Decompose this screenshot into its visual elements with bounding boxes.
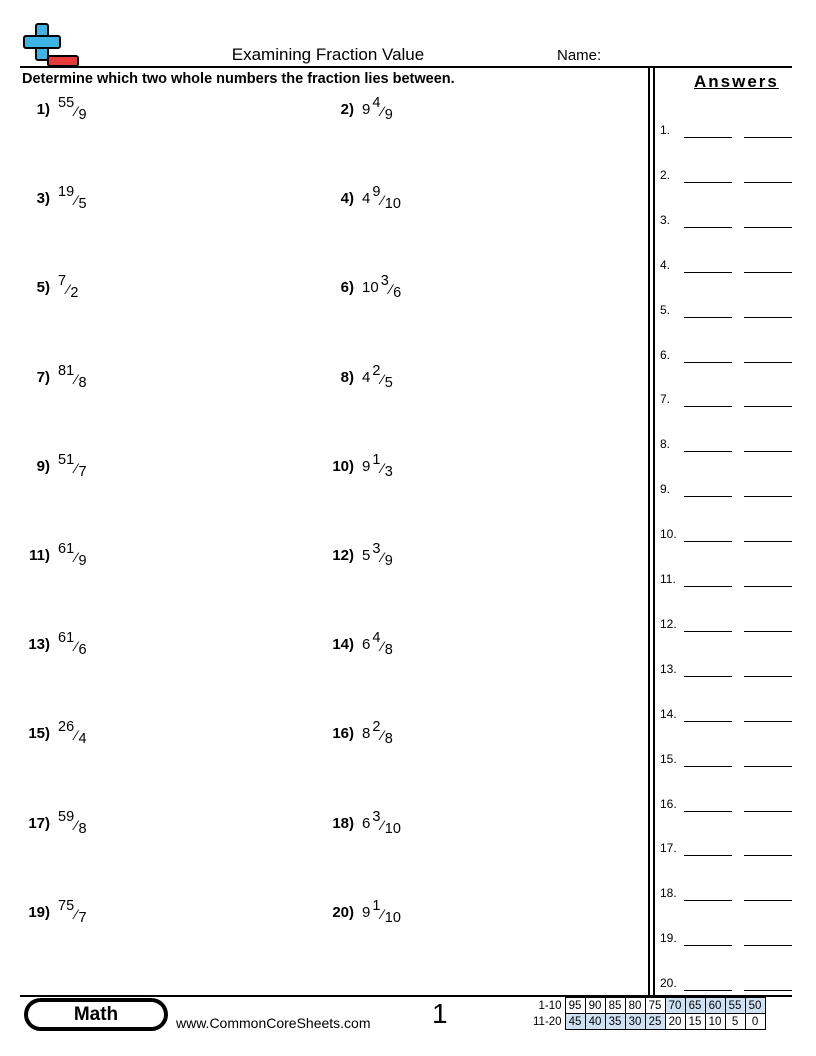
problem-item [22,362,87,391]
answer-label: 16. [660,796,677,811]
answer-blank[interactable] [684,766,732,767]
answer-blank[interactable] [744,182,792,183]
answer-blank[interactable] [744,945,792,946]
denominator: 2 [70,285,79,302]
problem-item [22,273,79,302]
answer-label: 18. [660,886,677,901]
fraction [372,451,393,480]
fraction-slash: ⁄ [67,281,70,298]
answer-label: 5. [660,302,671,317]
problem-item [22,630,87,659]
answer-blank[interactable] [744,676,792,677]
answer-blank[interactable] [744,406,792,407]
answer-blank[interactable] [684,990,732,991]
answer-label: 7. [660,392,671,407]
numerator: 61 [58,541,75,557]
answer-blank[interactable] [684,811,732,812]
fraction [372,897,401,926]
fraction [372,630,393,659]
answer-blank[interactable] [684,272,732,273]
problem-number: 15) [28,725,50,743]
whole-number: 4 [362,368,371,386]
answer-blank[interactable] [684,227,732,228]
fraction [58,808,87,837]
numerator: 3 [372,541,381,557]
denominator: 10 [384,196,401,213]
numerator: 26 [58,719,75,736]
answer-blank[interactable] [684,496,732,497]
fraction [58,362,87,391]
fraction-slash: ⁄ [75,638,78,655]
fraction-slash: ⁄ [381,192,384,209]
numerator: 75 [58,897,75,914]
problem-item [326,95,393,123]
fraction-slash: ⁄ [75,549,78,565]
problem-item [326,630,393,659]
whole-number: 4 [362,190,371,208]
problem-number: 14) [332,636,354,654]
answer-blank[interactable] [744,317,792,318]
answer-blank[interactable] [744,362,792,363]
score-cell: 40 [585,1014,605,1030]
problem-number: 20) [332,903,354,921]
numerator: 55 [58,95,75,111]
score-cell: 30 [625,1014,645,1030]
problem-item [326,451,393,480]
numerator: 51 [58,451,75,468]
problem-number: 8) [340,368,354,386]
answer-label: 14. [660,706,677,721]
denominator: 6 [393,285,402,302]
numerator: 4 [372,630,381,647]
fraction [372,808,401,837]
answer-blank[interactable] [684,541,732,542]
answer-blank[interactable] [684,631,732,632]
denominator: 6 [78,642,87,659]
answer-blank[interactable] [744,631,792,632]
denominator: 8 [384,731,393,748]
answer-label: 8. [660,437,671,452]
answer-blank[interactable] [684,362,732,363]
problem-number: 1) [36,101,50,118]
denominator: 10 [384,909,401,926]
numerator: 59 [58,808,75,825]
answer-blank[interactable] [744,496,792,497]
fraction [372,541,393,569]
score-cell: 15 [685,1014,705,1030]
problem-item [22,897,87,926]
score-cell: 10 [705,1014,725,1030]
score-cell: 55 [725,998,745,1014]
problem-item [326,184,401,213]
answer-label: 9. [660,482,671,497]
score-cell: 35 [605,1014,625,1030]
score-cell: 75 [645,998,665,1014]
fraction-slash: ⁄ [381,103,384,119]
numerator: 1 [372,897,381,914]
problem-item [326,362,393,391]
denominator: 9 [384,107,393,123]
problem-number: 18) [332,814,354,832]
problem-number: 5) [36,279,50,297]
fraction-slash: ⁄ [381,816,384,833]
answer-blank[interactable] [684,945,732,946]
problem-item [22,451,87,480]
denominator: 5 [78,196,87,213]
numerator: 61 [58,630,75,647]
fraction-slash: ⁄ [381,459,384,476]
column-divider [648,67,650,996]
problem-number: 3) [36,190,50,208]
answer-blank[interactable] [744,272,792,273]
page-number: 1 [432,998,448,1029]
answer-label: 17. [660,841,677,856]
answer-label: 19. [660,931,677,946]
answer-blank[interactable] [744,586,792,587]
score-cell: 25 [645,1014,665,1030]
answer-blank[interactable] [744,900,792,901]
whole-number: 9 [362,101,371,118]
problem-number: 12) [332,547,354,564]
denominator: 8 [384,642,393,659]
header-rule [20,66,792,68]
denominator: 7 [78,463,87,480]
whole-number: 5 [362,547,371,564]
fraction [58,630,87,659]
problem-number: 4) [340,190,354,208]
problem-item [326,273,402,302]
problem-item [22,808,87,837]
denominator: 9 [384,553,393,569]
score-cell: 50 [745,998,765,1014]
fraction [58,184,87,213]
answer-label: 6. [660,347,671,362]
problem-item [22,184,87,213]
answer-blank[interactable] [744,990,792,991]
score-row-label: 11-20 [533,1015,562,1028]
answer-blank[interactable] [684,317,732,318]
fraction [58,541,87,569]
name-label: Name: [557,47,602,64]
answer-label: 20. [660,976,677,991]
problem-number: 11) [29,547,50,564]
score-cell: 60 [705,998,725,1014]
fraction [372,184,401,213]
answer-blank[interactable] [744,721,792,722]
column-divider [653,67,655,996]
score-cell: 65 [685,998,705,1014]
score-cell: 0 [745,1014,765,1030]
numerator: 7 [58,273,67,290]
score-table [530,997,766,1030]
answer-blank[interactable] [744,137,792,138]
fraction [58,719,87,748]
fraction [58,273,79,302]
problem-number: 17) [28,814,50,832]
score-row [530,1014,765,1030]
answer-label: 12. [660,616,677,631]
numerator: 2 [372,362,381,379]
problem-item [326,719,393,748]
answer-blank[interactable] [744,541,792,542]
problem-number: 6) [340,279,354,297]
denominator: 5 [384,374,393,391]
fraction-slash: ⁄ [381,638,384,655]
fraction-slash: ⁄ [75,816,78,833]
numerator: 3 [372,808,381,825]
score-cell: 70 [665,998,685,1014]
numerator: 1 [372,451,381,468]
whole-number: 6 [362,814,371,832]
instructions: Determine which two whole numbers the fraction lies between. [22,71,455,87]
fraction [58,451,87,480]
problem-number: 19) [28,903,50,921]
fraction-slash: ⁄ [75,103,78,119]
numerator: 9 [372,184,381,201]
denominator: 3 [384,463,393,480]
problem-number: 2) [340,101,354,118]
denominator: 8 [78,820,87,837]
problem-number: 9) [36,457,50,475]
numerator: 2 [372,719,381,736]
whole-number: 10 [362,279,379,297]
answer-blank[interactable] [744,811,792,812]
fraction-slash: ⁄ [381,727,384,744]
fraction-slash: ⁄ [75,192,78,209]
denominator: 4 [78,731,87,748]
fraction-slash: ⁄ [75,905,78,922]
answer-blank[interactable] [684,855,732,856]
answer-label: 13. [660,661,677,676]
score-cell: 95 [565,998,585,1014]
answer-blank[interactable] [684,451,732,452]
answer-label: 2. [660,167,671,182]
problem-number: 10) [332,457,354,475]
problem-item [326,897,401,926]
subject-badge-label: Math [28,1002,164,1027]
answer-label: 4. [660,257,671,272]
fraction [58,95,87,123]
score-row-label: 1-10 [538,999,562,1012]
problem-number: 13) [28,636,50,654]
score-cell: 90 [585,998,605,1014]
fraction [372,719,393,748]
answer-label: 11. [660,572,676,586]
answer-blank[interactable] [744,227,792,228]
answer-label: 15. [660,751,677,766]
score-cell: 5 [725,1014,745,1030]
answer-blank[interactable] [684,676,732,677]
answer-blank[interactable] [684,721,732,722]
numerator: 3 [380,273,389,290]
fraction-slash: ⁄ [75,459,78,476]
denominator: 8 [78,374,87,391]
answer-label: 10. [660,527,677,542]
fraction-slash: ⁄ [381,549,384,565]
site-url: www.CommonCoreSheets.com [176,1015,371,1031]
problem-number: 7) [36,368,50,386]
whole-number: 6 [362,636,371,654]
answer-blank[interactable] [744,766,792,767]
denominator: 9 [78,107,87,123]
answer-label: 1. [660,123,671,137]
denominator: 9 [78,553,87,569]
answers-title: Answers [694,72,779,91]
denominator: 10 [384,820,401,837]
numerator: 19 [58,184,75,201]
fraction-slash: ⁄ [75,727,78,744]
fraction [372,95,393,123]
whole-number: 9 [362,903,371,921]
problem-item [326,808,401,837]
fraction [58,897,87,926]
answer-blank[interactable] [744,855,792,856]
whole-number: 8 [362,725,371,743]
answer-blank[interactable] [684,586,732,587]
score-cell: 45 [565,1014,585,1030]
fraction [380,273,402,302]
answer-label: 3. [660,212,671,227]
answer-blank[interactable] [684,182,732,183]
score-cell: 85 [605,998,625,1014]
fraction-slash: ⁄ [389,281,393,298]
score-cell: 80 [625,998,645,1014]
problem-item [22,95,87,123]
score-row [530,998,765,1014]
score-cell: 20 [665,1014,685,1030]
numerator: 81 [58,362,75,379]
denominator: 7 [78,909,87,926]
answer-blank[interactable] [684,406,732,407]
problem-number: 16) [332,725,354,743]
fraction [372,362,393,391]
page-title: Examining Fraction Value [231,45,425,64]
problem-item [22,719,87,748]
fraction-slash: ⁄ [381,905,384,922]
answer-blank[interactable] [744,451,792,452]
fraction-slash: ⁄ [381,370,384,387]
problem-item [22,541,87,569]
problem-item [326,541,393,569]
whole-number: 9 [362,457,371,475]
numerator: 4 [372,95,381,111]
answer-blank[interactable] [684,900,732,901]
fraction-slash: ⁄ [75,370,78,387]
answer-blank[interactable] [684,137,732,138]
